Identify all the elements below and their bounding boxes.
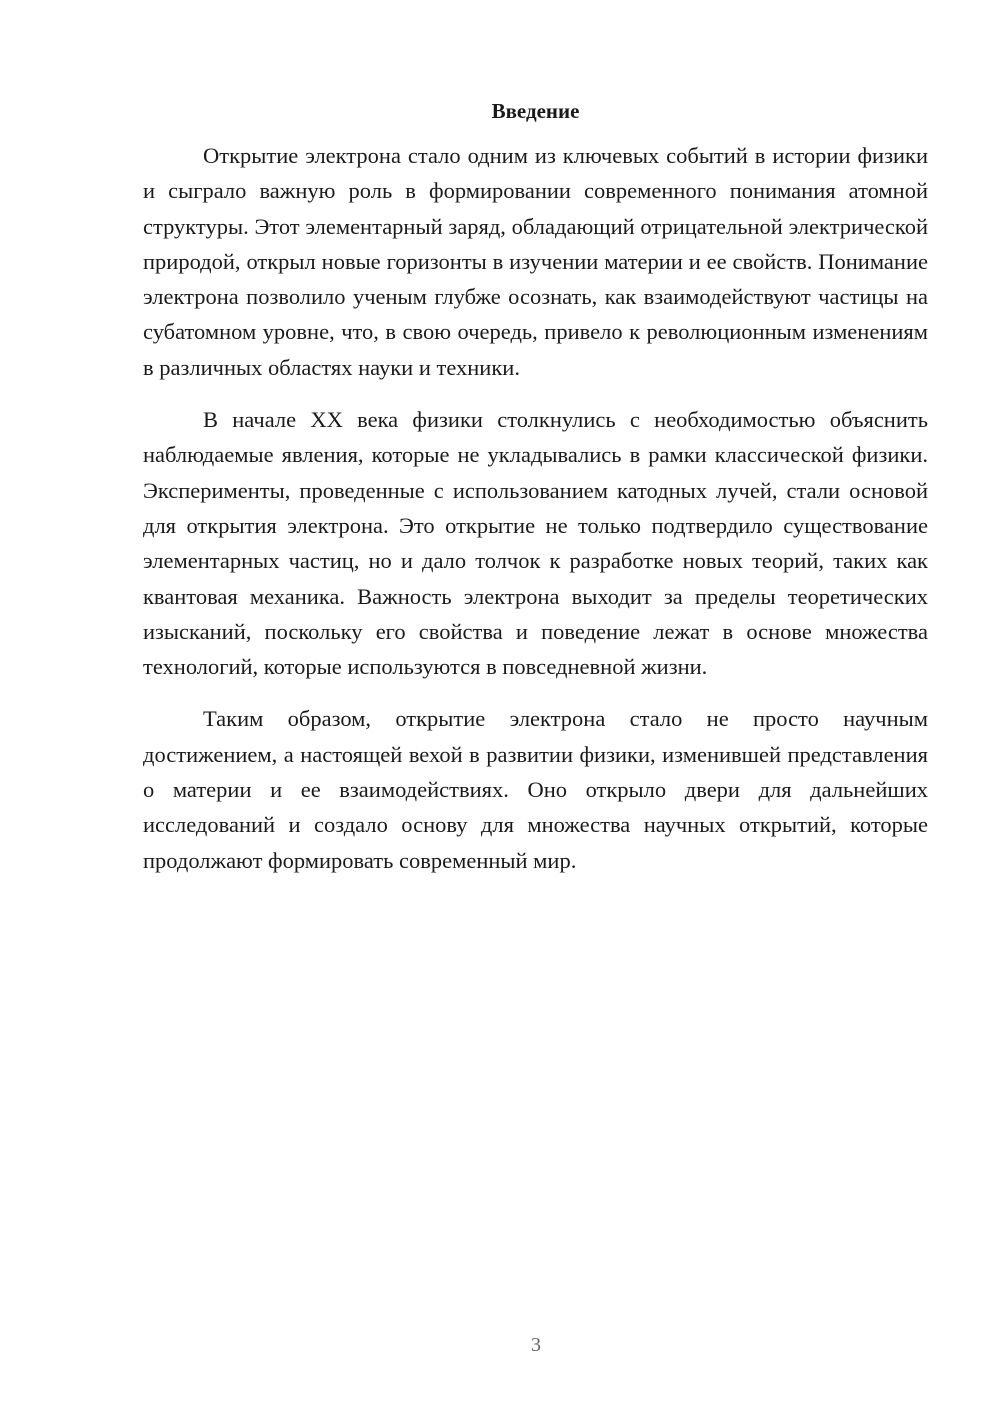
- page-number: 3: [531, 1334, 541, 1356]
- paragraph-3: Таким образом, открытие электрона стало не просто научным достижением, а настоящей вехой в развитии физики, изменившей представления о материи и ее взаимодействиях. Оно открыло двери для дальнейших исследований и создало основу для множества научных открытий, которые продолжают формировать современный мир.: [143, 706, 928, 873]
- paragraph-2: В начале XX века физики столкнулись с необходимостью объяснить наблюдаемые явления, которые не укладывались в рамки классической физики. Эксперименты, проведенные с использованием катодных лучей, стали основой для открытия электрона. Это открытие не только подтвердило существование элементарных частиц, но и дало толчок к разработке новых теорий, таких как квантовая механика. Важность электрона выходит за пределы теоретических изысканий, поскольку его свойства и поведение лежат в основе множества технологий, которые используются в повседневной жизни.: [143, 407, 928, 680]
- page-content: [143, 96, 928, 895]
- section-title: Введение: [491, 99, 580, 123]
- paragraph-1: Открытие электрона стало одним из ключевых событий в истории физики и сыграло важную роль в формировании современного понимания атомной структуры. Этот элементарный заряд, обладающий отрицательной электрической природой, открыл новые горизонты в изучении материи и ее свойств. Понимание электрона позволило ученым глубже осознать, как взаимодействуют частицы на субатомном уровне, что, в свою очередь, привело к революционным изменениям в различных областях науки и техники.: [143, 143, 928, 380]
